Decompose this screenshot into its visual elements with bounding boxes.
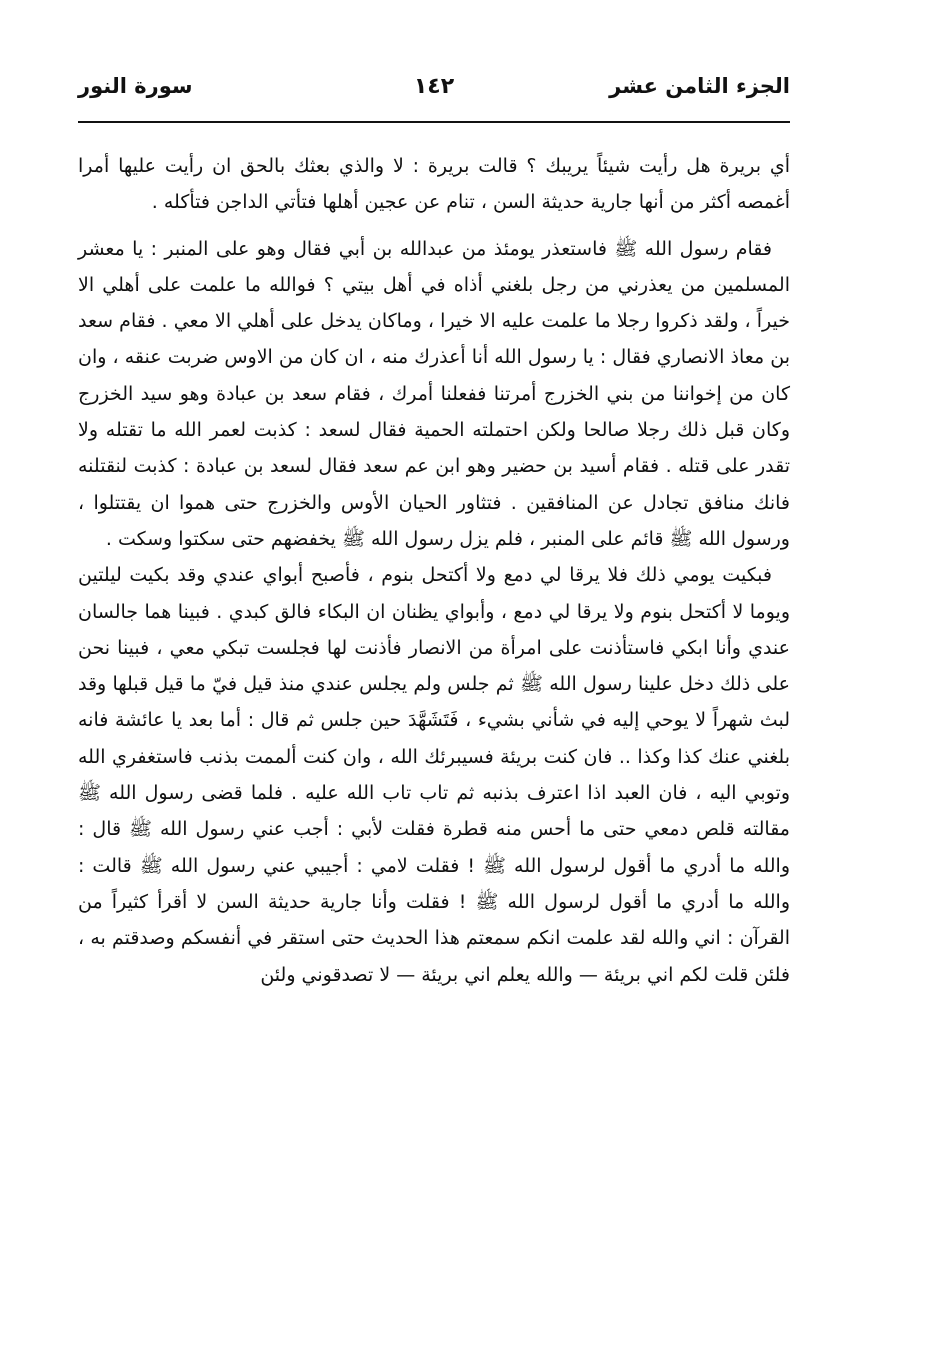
juz-title: الجزء الثامن عشر [609,74,790,98]
page-header [78,74,790,114]
paragraph-3: فبكيت يومي ذلك فلا يرقا لي دمع ولا أكتحل بنوم ، فأصبح أبواي عندي وقد بكيت ليلتين ويوما لا أكتحل بنوم ولا يرقا لي دمع ، وأبواي يظنان ان البكاء فالق كبدي . فبينا هما جالسان عندي وأنا ابكي فاستأذنت على امرأة من الانصار فأذنت لها فجلست تبكي معي ، فبينا نحن على ذلك دخل علينا رسول الله ﷺ ثم جلس ولم يجلس عندي منذ قيل فيّ ما قيل قبلها وقد لبث شهراً لا يوحي إليه في شأني بشيء ، فَتَشَهَّدَ حين جلس ثم قال : أما بعد يا عائشة فانه بلغني عنك كذا وكذا .. فان كنت بريئة فسيبرئك الله ، وان كنت ألممت بذنب فاستغفري الله وتوبي اليه ، فان العبد اذا اعترف بذنبه ثم تاب تاب الله عليه . فلما قضى رسول الله ﷺ مقالته قلص دمعي حتى ما أحس منه قطرة فقلت لأبي : أجب عني رسول الله ﷺ قال : والله ما أدري ما أقول لرسول الله ﷺ ! فقلت لامي : أجيبي عني رسول الله ﷺ قالت : والله ما أدري ما أقول لرسول الله ﷺ ! فقلت وأنا جارية حديثة السن لا أقرأ كثيراً من القرآن : اني والله لقد علمت انكم سمعتم هذا الحديث حتى استقر في أنفسكم وصدقتم به ، فلئن قلت لكم اني بريئة — والله يعلم اني بريئة — لا تصدقوني ولئن [78,564,790,986]
surah-title: سورة النور [78,74,193,98]
page-number: ١٤٢ [413,74,455,99]
paragraph-1: أي بريرة هل رأيت شيئاً يريبك ؟ قالت بريرة : لا والذي بعثك بالحق ان رأيت عليها أمرا أغمصه أكثر من أنها جارية حديثة السن ، تنام عن عجين أهلها فتأتي الداجن فتأكله . [78,155,790,214]
paragraph-2: فقام رسول الله ﷺ فاستعذر يومئذ من عبدالله بن أبي فقال وهو على المنبر : يا معشر المسلمين من يعذرني من رجل بلغني أذاه في أهل بيتي ؟ فوالله ما علمت على أهلي الا خيراً ، ولقد ذكروا رجلا ما علمت عليه الا خيرا ، وماكان يدخل على أهلي الا معي . فقام سعد بن معاذ الانصاري فقال : يا رسول الله أنا أعذرك منه ، ان كان من الاوس ضربت عنقه ، وان كان من إخواننا من بني الخزرج أمرتنا ففعلنا أمرك ، فقام سعد بن عبادة وهو سيد الخزرج وكان قبل ذلك رجلا صالحا ولكن احتملته الحمية فقال لسعد : كذبت لعمر الله ما تقتله ولا تقدر على قتله . فقام أسيد بن حضير وهو ابن عم سعد فقال لسعد بن عبادة : كذبت لنقتلنه فانك منافق تجادل عن المنافقين . فتثاور الحيان الأوس والخزرج حتى هموا ان يقتتلوا ، ورسول الله ﷺ قائم على المنبر ، فلم يزل رسول الله ﷺ يخفضهم حتى سكتوا وسكت . [78,237,790,550]
header-divider [78,121,790,123]
page-body [78,148,790,993]
